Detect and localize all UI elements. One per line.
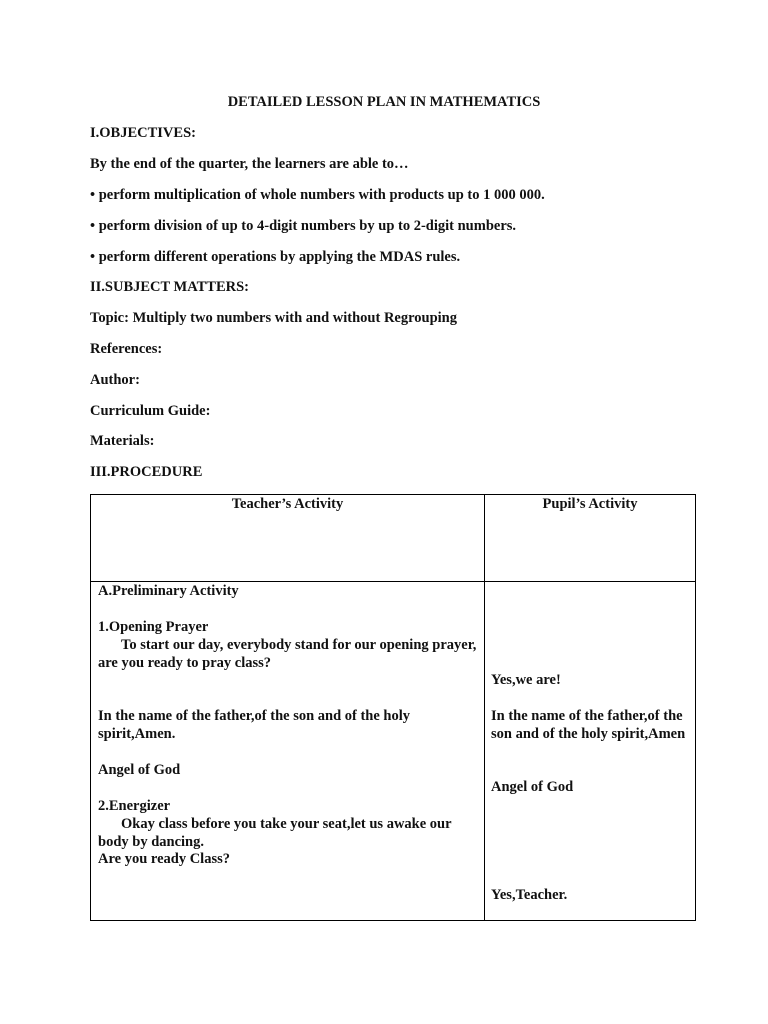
teacher-activity-cell <box>91 582 485 921</box>
table-header-row <box>91 495 696 582</box>
teacher-activity-header: Teacher’s Activity <box>231 496 344 512</box>
opening-prayer-text: To start our day, everybody stand for our opening prayer, are you ready to pray class? <box>98 637 477 671</box>
pupil-header-cell <box>485 495 696 582</box>
table-row <box>91 582 696 921</box>
pupil-activity-cell <box>485 582 696 921</box>
energizer-heading: 2.Energizer <box>98 798 171 814</box>
procedure-table <box>90 494 696 921</box>
subject-matters-heading: II.SUBJECT MATTERS: <box>90 279 250 295</box>
pupil-sign-of-cross: In the name of the father,of the son and of the holy spirit,Amen <box>491 708 686 742</box>
pupil-angel-of-god: Angel of God <box>491 779 574 795</box>
objective-item: • perform division of up to 4-digit numbers by up to 2-digit numbers. <box>90 218 517 234</box>
opening-prayer-heading: 1.Opening Prayer <box>98 619 209 635</box>
objective-item: • perform multiplication of whole numbers with products up to 1 000 000. <box>90 187 545 203</box>
pupil-yes-teacher: Yes,Teacher. <box>491 887 568 903</box>
author-line: Author: <box>90 372 140 388</box>
objectives-heading: I.OBJECTIVES: <box>90 125 196 141</box>
teacher-sign-of-cross: In the name of the father,of the son and of the holy spirit,Amen. <box>98 708 411 742</box>
pupil-yes-we-are: Yes,we are! <box>491 672 561 688</box>
topic-line: Topic: Multiply two numbers with and without Regrouping <box>90 310 457 326</box>
procedure-heading: III.PROCEDURE <box>90 464 203 480</box>
curriculum-guide-line: Curriculum Guide: <box>90 403 211 419</box>
objective-item: • perform different operations by applying the MDAS rules. <box>90 249 461 265</box>
teacher-angel-of-god: Angel of God <box>98 762 181 778</box>
materials-line: Materials: <box>90 433 155 449</box>
ready-question: Are you ready Class? <box>98 851 230 867</box>
pupil-activity-header: Pupil’s Activity <box>542 496 638 512</box>
teacher-header-cell <box>91 495 485 582</box>
references-line: References: <box>90 341 163 357</box>
preliminary-activity-heading: A.Preliminary Activity <box>98 583 239 599</box>
objectives-intro: By the end of the quarter, the learners are able to… <box>90 156 409 172</box>
energizer-text: Okay class before you take your seat,let us awake our body by dancing. <box>98 816 452 850</box>
document-title: DETAILED LESSON PLAN IN MATHEMATICS <box>227 94 541 110</box>
